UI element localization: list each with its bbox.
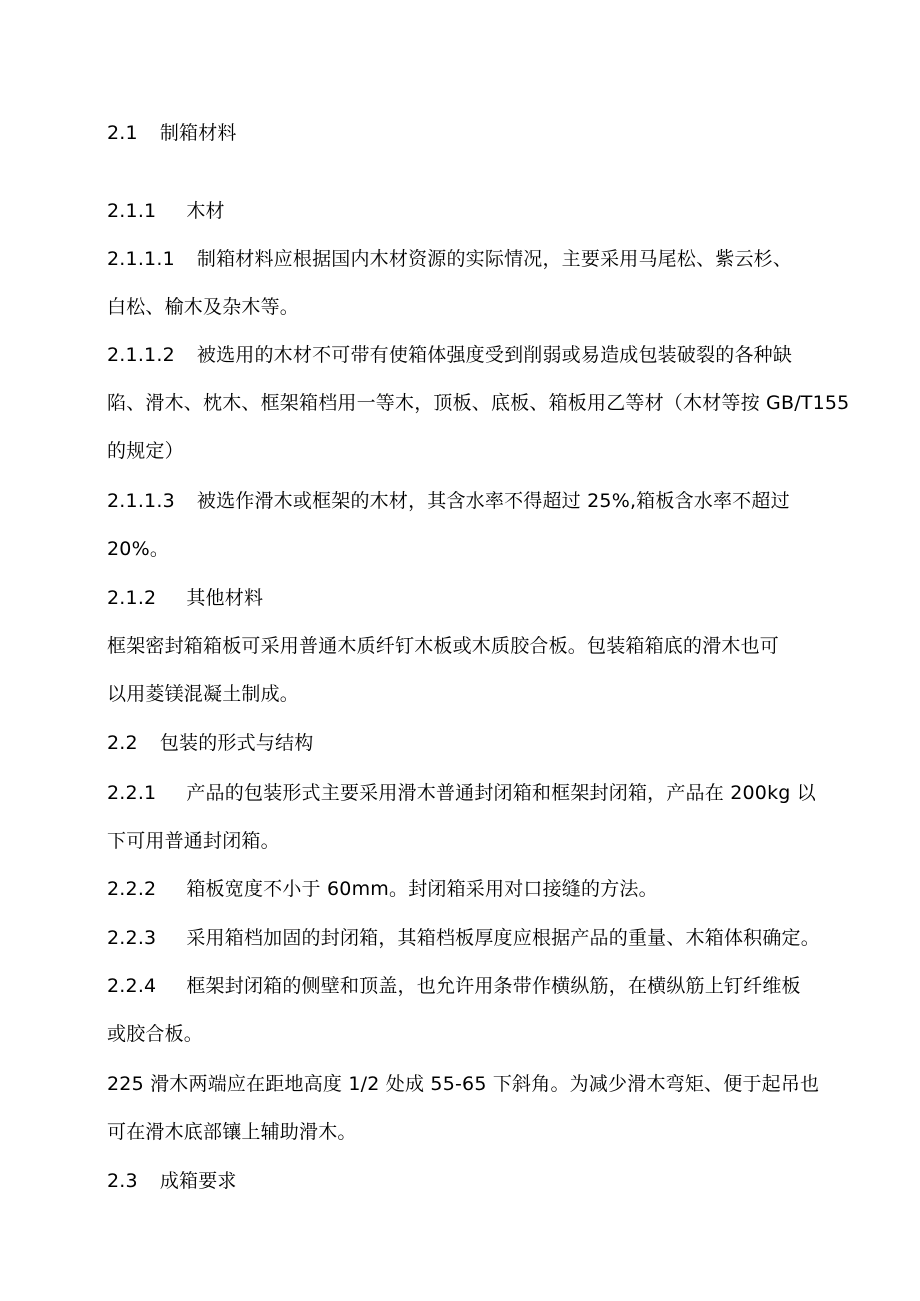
paragraph-2-2-5-line-2 [107, 1119, 819, 1145]
paragraph-text: 采用箱档加固的封闭箱，其箱档板厚度应根据产品的重量、木箱体积确定。 [186, 927, 820, 949]
paragraph-2-2-1-line-1 [107, 780, 819, 806]
section-title: 制箱材料 [159, 122, 237, 144]
paragraph-text: 白松、榆木及杂木等。 [107, 296, 300, 318]
paragraph-2-2-2-line-1 [107, 876, 819, 902]
section-2-2-heading [107, 730, 819, 756]
clause-number: 2.2.2 [107, 878, 157, 900]
paragraph-2-2-1-line-2 [107, 828, 819, 854]
section-2-1-heading [107, 120, 819, 146]
clause-number: 2.2.1 [107, 782, 157, 804]
section-title: 木材 [186, 200, 225, 222]
section-2-1-1-heading [107, 198, 819, 224]
paragraph-text: 框架封闭箱的侧壁和顶盖，也允许用条带作横纵筋，在横纵筋上钉纤维板 [186, 975, 801, 997]
paragraph-text: 20%。 [107, 538, 170, 560]
section-number: 2.1.1 [107, 200, 157, 222]
paragraph-text: 制箱材料应根据国内木材资源的实际情况，主要采用马尾松、紫云杉、 [196, 248, 793, 270]
paragraph-2-2-4-line-2 [107, 1021, 819, 1047]
paragraph-text: 下可用普通封闭箱。 [107, 830, 280, 852]
section-number: 2.1 [107, 122, 138, 144]
paragraph-text: 被选作滑木或框架的木材，其含水率不得超过 25%,箱板含水率不超过 [196, 490, 790, 512]
paragraph-text: 框架密封箱箱板可采用普通木质纤钉木板或木质胶合板。包装箱箱底的滑木也可 [107, 635, 780, 657]
paragraph-2-1-1-2-line-1 [107, 342, 819, 368]
paragraph-2-1-1-1-line-2 [107, 294, 819, 320]
paragraph-2-1-1-1-line-1 [107, 246, 819, 272]
section-title: 成箱要求 [159, 1170, 237, 1192]
paragraph-2-1-1-2-line-2 [107, 390, 850, 416]
section-2-1-2-heading [107, 585, 819, 611]
paragraph-2-1-1-3-line-1 [107, 488, 819, 514]
paragraph-text: 陷、滑木、枕木、框架箱档用一等木，顶板、底板、箱板用乙等材（木材等按 GB/T155 [107, 392, 850, 414]
section-title: 其他材料 [186, 587, 264, 609]
paragraph-text: 225 滑木两端应在距地高度 1/2 处成 55-65 下斜角。为减少滑木弯矩、便于起吊也 [107, 1073, 820, 1095]
paragraph-text: 被选用的木材不可带有使箱体强度受到削弱或易造成包装破裂的各种缺 [196, 344, 793, 366]
paragraph-2-1-2-line-1 [107, 633, 819, 659]
paragraph-2-1-2-line-2 [107, 681, 819, 707]
section-number: 2.3 [107, 1170, 138, 1192]
paragraph-text: 或胶合板。 [107, 1023, 204, 1045]
section-number: 2.1.2 [107, 587, 157, 609]
paragraph-2-1-1-3-line-2 [107, 536, 819, 562]
paragraph-text: 以用菱镁混凝土制成。 [107, 683, 300, 705]
clause-number: 2.2.4 [107, 975, 157, 997]
clause-number: 2.1.1.1 [107, 248, 175, 270]
section-number: 2.2 [107, 732, 138, 754]
section-2-3-heading [107, 1168, 819, 1194]
paragraph-text: 箱板宽度不小于 60mm。封闭箱采用对口接缝的方法。 [186, 878, 658, 900]
paragraph-2-2-3-line-1 [107, 925, 819, 951]
clause-number: 2.1.1.2 [107, 344, 175, 366]
paragraph-text: 的规定） [107, 440, 184, 462]
paragraph-text: 产品的包装形式主要采用滑木普通封闭箱和框架封闭箱，产品在 200kg 以 [186, 782, 816, 804]
paragraph-2-2-5-line-1 [107, 1071, 819, 1097]
clause-number: 2.2.3 [107, 927, 157, 949]
clause-number: 2.1.1.3 [107, 490, 175, 512]
section-title: 包装的形式与结构 [159, 732, 314, 754]
paragraph-2-2-4-line-1 [107, 973, 819, 999]
paragraph-2-1-1-2-line-3 [107, 438, 819, 464]
paragraph-text: 可在滑木底部镶上辅助滑木。 [107, 1121, 357, 1143]
